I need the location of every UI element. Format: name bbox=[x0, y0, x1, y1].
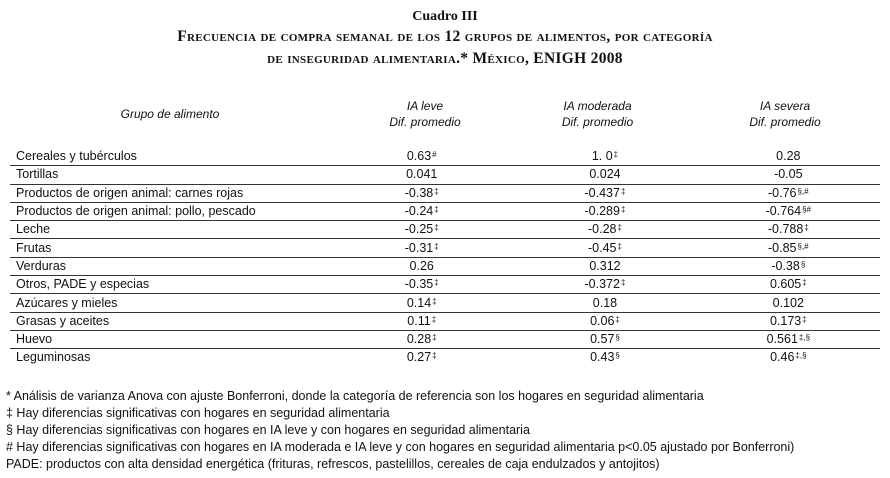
significance-mark: §,# bbox=[797, 186, 809, 196]
diff-value: -0.24 bbox=[404, 204, 434, 219]
value-cell bbox=[697, 312, 880, 330]
header-ia-moderada bbox=[505, 98, 690, 130]
food-group-name: Productos de origen animal: carnes rojas bbox=[10, 184, 330, 202]
header-ia-leve-name: IA leve bbox=[406, 99, 444, 113]
food-group-name: Azúcares y mieles bbox=[10, 294, 330, 312]
diff-value: -0.85 bbox=[768, 240, 797, 255]
value-cell bbox=[697, 221, 880, 239]
significance-mark: # bbox=[432, 150, 437, 160]
value-cell bbox=[513, 166, 696, 184]
diff-value: -0.28 bbox=[588, 222, 617, 237]
table-caption bbox=[0, 8, 890, 70]
value-cell bbox=[513, 349, 696, 367]
significance-mark: ‡,§ bbox=[795, 351, 807, 361]
diff-value: -0.437 bbox=[584, 185, 620, 200]
significance-mark: ‡ bbox=[617, 241, 622, 251]
value-cell bbox=[330, 202, 513, 220]
diff-value: 0.06 bbox=[590, 313, 615, 328]
footnote: § Hay diferencias significativas con hogares en IA leve y con hogares en seguridad alimentaria bbox=[6, 423, 530, 437]
value-cell bbox=[513, 294, 696, 312]
value-cell bbox=[330, 330, 513, 348]
diff-value: -0.38 bbox=[771, 258, 800, 273]
significance-mark: ‡ bbox=[431, 314, 437, 324]
significance-mark: ‡ bbox=[432, 333, 437, 343]
diff-value: 0.14 bbox=[406, 295, 432, 310]
significance-mark: ‡ bbox=[620, 205, 626, 215]
diff-value: 0.27 bbox=[406, 350, 432, 365]
diff-value: 0.041 bbox=[406, 167, 438, 182]
header-ia-moderada-sub: Dif. promedio bbox=[561, 115, 634, 129]
significance-mark: ‡ bbox=[804, 223, 809, 233]
value-cell bbox=[697, 349, 880, 367]
frequency-table bbox=[10, 148, 880, 367]
diff-value: -0.35 bbox=[404, 277, 434, 292]
significance-mark: ‡ bbox=[620, 278, 626, 288]
diff-value: 0.46 bbox=[770, 350, 795, 365]
header-ia-severa bbox=[690, 98, 880, 130]
diff-value: 0.43 bbox=[590, 350, 615, 365]
significance-mark: ‡ bbox=[613, 150, 619, 160]
table-row bbox=[10, 184, 880, 202]
significance-mark: ‡ bbox=[620, 186, 626, 196]
table-row bbox=[10, 148, 880, 166]
diff-value: -0.76 bbox=[768, 185, 797, 200]
table-row bbox=[10, 257, 880, 275]
value-cell bbox=[697, 257, 880, 275]
header-ia-leve-sub: Dif. promedio bbox=[389, 115, 461, 129]
table-row bbox=[10, 221, 880, 239]
header-ia-severa-name: IA severa bbox=[759, 99, 811, 113]
value-cell bbox=[330, 148, 513, 166]
diff-value: 0.024 bbox=[589, 167, 621, 182]
value-cell bbox=[513, 184, 696, 202]
diff-value: 0.63 bbox=[406, 149, 432, 164]
value-cell bbox=[697, 202, 880, 220]
diff-value: 0.561 bbox=[766, 332, 798, 347]
food-group-name: Leguminosas bbox=[16, 350, 91, 365]
significance-mark: ‡ bbox=[434, 186, 439, 196]
diff-value: -0.25 bbox=[404, 222, 434, 237]
value-cell bbox=[330, 276, 513, 294]
significance-mark: § bbox=[800, 259, 806, 269]
food-group-name: Otros, PADE y especias bbox=[10, 276, 330, 294]
table-row bbox=[10, 239, 880, 257]
diff-value: 0.173 bbox=[769, 313, 802, 328]
table-row bbox=[10, 349, 880, 367]
value-cell bbox=[513, 221, 696, 239]
diff-value: 0.57 bbox=[590, 332, 615, 347]
diff-value: -0.45 bbox=[588, 240, 617, 255]
table-header bbox=[0, 98, 890, 136]
header-ia-severa-sub: Dif. promedio bbox=[749, 115, 821, 129]
food-group-name: Tortillas bbox=[10, 166, 330, 184]
diff-value: 0.26 bbox=[409, 258, 434, 273]
diff-value: 1. 0 bbox=[591, 149, 613, 164]
diff-value: 0.18 bbox=[592, 295, 618, 310]
table-row bbox=[10, 166, 880, 184]
diff-value: 0.28 bbox=[406, 332, 432, 347]
significance-mark: ‡ bbox=[434, 278, 439, 288]
table-title-line-2: de inseguridad alimentaria.* México, ENIGH 2008 bbox=[267, 50, 623, 67]
significance-mark: ‡ bbox=[432, 351, 437, 361]
diff-value: -0.788 bbox=[767, 222, 804, 237]
footnote: PADE: productos con alta densidad energética (frituras, refrescos, pastelillos, cereales de caja endulzados y antojitos) bbox=[6, 457, 660, 471]
header-food-group: Grupo de alimento bbox=[120, 107, 220, 121]
significance-mark: § bbox=[615, 333, 620, 343]
table-title-line-1: Frecuencia de compra semanal de los 12 grupos de alimentos, por categoría bbox=[177, 28, 713, 45]
significance-mark: ‡ bbox=[802, 314, 807, 324]
diff-value: 0.11 bbox=[407, 313, 431, 328]
value-cell bbox=[513, 202, 696, 220]
table-label: Cuadro III bbox=[412, 9, 478, 24]
value-cell bbox=[330, 312, 513, 330]
diff-value: -0.05 bbox=[774, 167, 803, 182]
value-cell bbox=[697, 276, 880, 294]
diff-value: -0.764 bbox=[765, 204, 802, 219]
value-cell bbox=[513, 330, 696, 348]
diff-value: 0.605 bbox=[769, 277, 802, 292]
value-cell bbox=[513, 239, 696, 257]
significance-mark: ‡ bbox=[434, 205, 439, 215]
value-cell bbox=[330, 166, 513, 184]
table-footnotes bbox=[6, 388, 886, 473]
footnote: ‡ Hay diferencias significativas con hogares en seguridad alimentaria bbox=[6, 406, 390, 420]
value-cell bbox=[513, 276, 696, 294]
footnote: * Análisis de varianza Anova con ajuste Bonferroni, donde la categoría de referencia son los hogares en seguridad alimentaria bbox=[6, 389, 704, 403]
value-cell bbox=[697, 330, 880, 348]
food-group-name: Verduras bbox=[10, 257, 330, 275]
header-ia-moderada-name: IA moderada bbox=[563, 99, 632, 113]
food-group-name: Huevo bbox=[10, 330, 330, 348]
value-cell bbox=[330, 349, 513, 367]
significance-mark: ‡ bbox=[617, 223, 622, 233]
food-group-name: Cereales y tubérculos bbox=[10, 148, 330, 166]
value-cell bbox=[697, 148, 880, 166]
value-cell bbox=[330, 221, 513, 239]
significance-mark: §,# bbox=[797, 241, 809, 251]
diff-value: 0.312 bbox=[589, 258, 621, 273]
significance-mark: ‡ bbox=[434, 241, 439, 251]
table-row bbox=[10, 276, 880, 294]
table-row bbox=[10, 202, 880, 220]
significance-mark: ‡ bbox=[615, 314, 620, 324]
value-cell bbox=[513, 312, 696, 330]
value-cell bbox=[330, 294, 513, 312]
diff-value: 0.102 bbox=[772, 295, 804, 310]
value-cell bbox=[330, 239, 513, 257]
diff-value: 0.28 bbox=[776, 149, 801, 164]
header-ia-leve bbox=[330, 98, 520, 130]
significance-mark: ‡ bbox=[434, 223, 439, 233]
diff-value: -0.31 bbox=[404, 240, 434, 255]
significance-mark: § bbox=[615, 351, 620, 361]
significance-mark: §# bbox=[802, 205, 811, 215]
value-cell bbox=[330, 257, 513, 275]
diff-value: -0.38 bbox=[404, 185, 434, 200]
value-cell bbox=[513, 257, 696, 275]
table-row bbox=[10, 330, 880, 348]
diff-value: -0.372 bbox=[584, 277, 620, 292]
value-cell bbox=[513, 148, 696, 166]
table-row bbox=[10, 294, 880, 312]
value-cell bbox=[330, 184, 513, 202]
significance-mark: ‡,§ bbox=[798, 333, 811, 343]
value-cell bbox=[697, 294, 880, 312]
diff-value: -0.289 bbox=[584, 204, 620, 219]
value-cell bbox=[697, 184, 880, 202]
food-group-name: Leche bbox=[10, 221, 330, 239]
significance-mark: ‡ bbox=[432, 296, 437, 306]
food-group-name: Grasas y aceites bbox=[10, 312, 330, 330]
table-row bbox=[10, 312, 880, 330]
footnote: # Hay diferencias significativas con hogares en IA moderada e IA leve y con hogares en seguridad alimentaria p<0.05 ajustado por Bonferroni) bbox=[6, 440, 795, 454]
value-cell bbox=[697, 239, 880, 257]
value-cell bbox=[697, 166, 880, 184]
food-group-name: Productos de origen animal: pollo, pescado bbox=[10, 202, 330, 220]
food-group-name: Frutas bbox=[10, 239, 330, 257]
significance-mark: ‡ bbox=[802, 278, 807, 288]
